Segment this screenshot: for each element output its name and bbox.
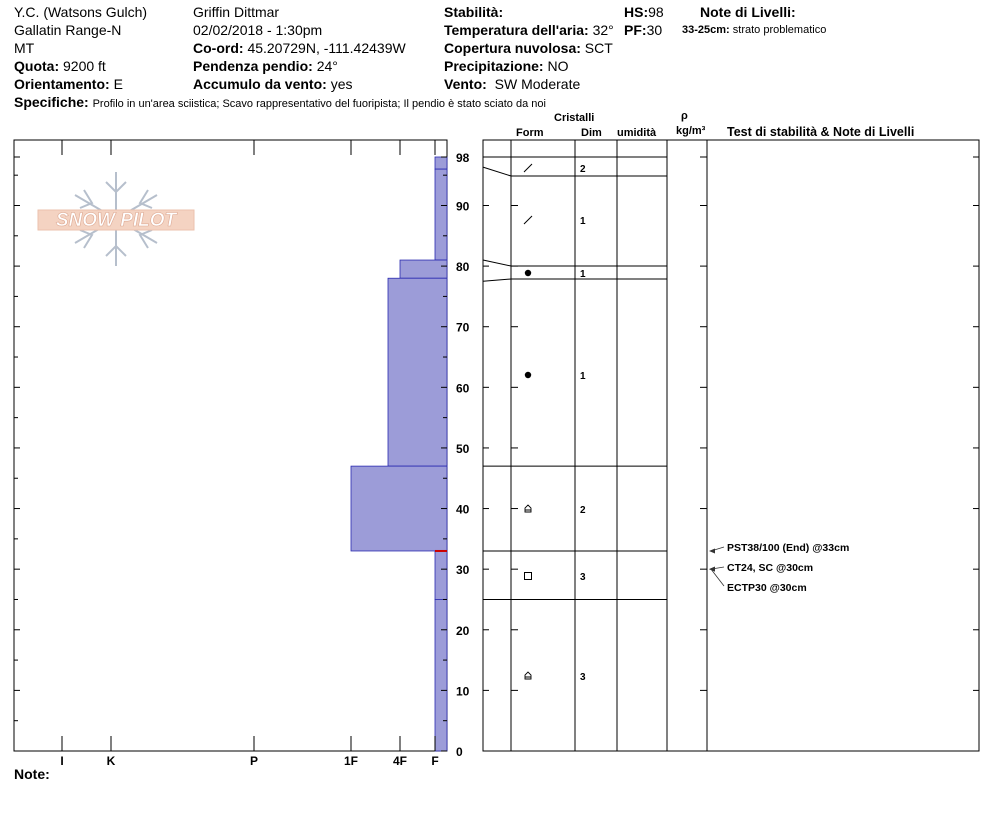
layer-table-frame	[483, 140, 979, 751]
layer-note-range: 33-25cm:	[682, 24, 730, 36]
col-dim: Dim	[581, 127, 602, 139]
hs-value: 98	[648, 4, 664, 20]
windload-label: Accumulo da vento:	[193, 76, 327, 92]
depth-tick-label: 50	[456, 441, 470, 456]
hardness-profile	[351, 157, 447, 751]
layer-size: 1	[580, 269, 586, 280]
depth-tick-label: 98	[456, 151, 470, 165]
airtemp-value: 32°	[592, 22, 614, 38]
col-form: Form	[516, 127, 544, 139]
airtemp-label: Temperatura dell'aria:	[444, 22, 589, 38]
note-label: Note:	[14, 766, 50, 782]
layer-rows	[524, 164, 586, 683]
sky-value: SCT	[584, 40, 613, 56]
layer-size: 2	[580, 164, 586, 175]
layer-note-text: strato problematico	[732, 24, 827, 36]
hardness-frame	[14, 140, 447, 751]
hardness-tick-label: I	[60, 754, 64, 768]
hardness-tick-label: 4F	[392, 754, 408, 768]
elevation-label: Quota:	[14, 58, 60, 74]
hs-label: HS:	[624, 4, 649, 20]
depth-tick-label: 10	[456, 684, 470, 699]
stability-label: Stabilità:	[444, 4, 504, 20]
specifics-label: Specifiche:	[14, 94, 89, 110]
depth-tick-label: 80	[456, 260, 470, 275]
hardness-bar-6	[435, 599, 447, 751]
layer-notes-label: Note di Livelli:	[700, 4, 796, 20]
depth-tick-label: 30	[456, 563, 470, 578]
aspect-label: Orientamento:	[14, 76, 110, 92]
depth-hoar-icon	[525, 505, 531, 512]
layer-size: 1	[580, 371, 586, 382]
faceted-icon	[525, 573, 532, 580]
aspect-value: E	[113, 76, 123, 92]
new-snow-icon	[524, 216, 532, 224]
coord-label: Co-ord:	[193, 40, 244, 56]
depth-tick-label: 20	[456, 623, 470, 638]
observer: Griffin Dittmar	[193, 4, 280, 20]
new-snow-icon	[524, 164, 532, 172]
specifics-text: Profilo in un'area sciistica; Scavo rappresentativo del fuoripista; Il pendio è stato sciato da noi	[92, 98, 546, 110]
test-arrow-line	[711, 569, 724, 586]
datetime: 02/02/2018 - 1:30pm	[193, 22, 323, 38]
layer-size: 3	[580, 572, 586, 583]
slope-label: Pendenza pendio:	[193, 58, 313, 74]
hardness-bar-2	[400, 260, 447, 278]
wind-value: SW Moderate	[494, 76, 581, 92]
stability-tests	[709, 542, 849, 594]
test-arrow-head	[709, 548, 715, 553]
layer-size: 1	[580, 216, 586, 227]
hardness-tick-label: P	[249, 754, 259, 768]
hardness-bar-3	[388, 278, 447, 466]
col-rho: ρ	[681, 110, 688, 122]
elevation-value: 9200 ft	[63, 58, 106, 74]
col-umidita: umidità	[617, 127, 657, 139]
test-label: CT24, SC @30cm	[727, 562, 814, 574]
depth-tick-label: 90	[456, 199, 470, 214]
logo-text: SNOW PILOT	[55, 210, 177, 231]
hardness-bar-4	[351, 466, 447, 551]
layer-table-grid	[483, 140, 707, 751]
depth-tick-label: 70	[456, 320, 470, 335]
precip-label: Precipitazione:	[444, 58, 544, 74]
depth-tick-label: 60	[456, 381, 470, 396]
hardness-bar-1	[435, 169, 447, 260]
test-label: PST38/100 (End) @33cm	[727, 542, 850, 554]
depth-hoar-icon	[525, 672, 531, 679]
location: Y.C. (Watsons Gulch)	[14, 4, 148, 20]
graupel-icon	[525, 372, 531, 378]
state: MT	[14, 40, 35, 56]
hardness-axis	[60, 140, 438, 768]
wind-label: Vento:	[444, 76, 487, 92]
graupel-icon	[525, 270, 531, 276]
hardness-tick-label: F	[431, 754, 439, 768]
layer-size: 3	[580, 672, 586, 683]
depth-tick-label: 0	[456, 745, 463, 759]
test-label: ECTP30 @30cm	[727, 582, 807, 594]
hardness-tick-label: 1F	[343, 754, 359, 768]
pf-value: 30	[646, 22, 663, 38]
depth-axis	[14, 151, 979, 759]
depth-tick-label: 40	[456, 502, 470, 517]
precip-value: NO	[547, 58, 569, 74]
slope-value: 24°	[316, 58, 338, 74]
windload-value: yes	[330, 76, 353, 92]
col-cristalli: Cristalli	[554, 112, 595, 124]
col-tests: Test di stabilità & Note di Livelli	[727, 125, 915, 139]
sky-label: Copertura nuvolosa:	[444, 40, 581, 56]
layer-size: 2	[580, 505, 586, 516]
hardness-bar-5	[435, 551, 447, 599]
hardness-bar-0	[435, 157, 447, 169]
range: Gallatin Range-N	[14, 22, 122, 38]
hardness-tick-label: K	[106, 754, 116, 768]
snowpilot-logo	[38, 172, 194, 266]
pf-label: PF:	[624, 22, 647, 38]
col-density-unit: kg/m³	[676, 125, 706, 137]
coord-value: 45.20729N, -111.42439W	[247, 40, 406, 56]
